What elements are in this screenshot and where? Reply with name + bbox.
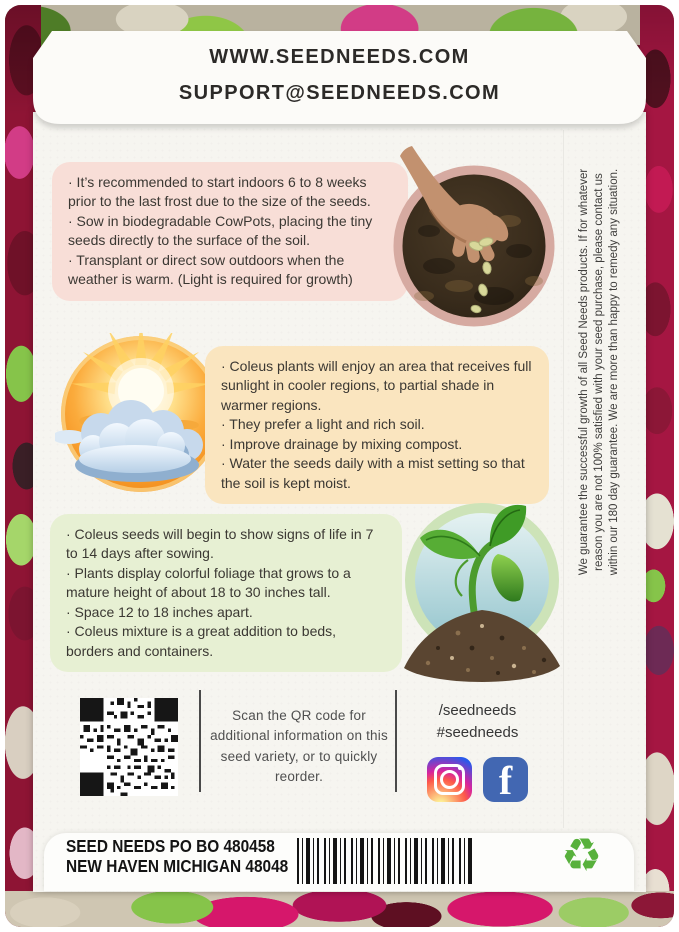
- bullet-item: · Improve drainage by mixing compost.: [221, 435, 463, 452]
- sowing-instructions-panel: [52, 162, 408, 301]
- border-bottom-art: [5, 891, 674, 927]
- bullet-item: · Coleus seeds will begin to show signs of life in 7 to 14 days after sowing.: [66, 526, 374, 562]
- guarantee-text: [577, 126, 625, 618]
- bullet-item: · Water the seeds daily with a mist setting so that the soil is kept moist.: [221, 455, 525, 491]
- bullet-item: · Coleus mixture is a great addition to beds, borders and containers.: [66, 623, 337, 659]
- social-hashtag: #seedneeds: [436, 723, 519, 741]
- address-line-2: NEW HAVEN MICHIGAN 48048: [66, 856, 289, 877]
- recycle-icon: ♻: [561, 828, 603, 882]
- divider-line: [395, 690, 397, 792]
- address-line-1: SEED NEEDS PO BO 480458: [66, 836, 275, 856]
- qr-code-icon: [80, 698, 178, 796]
- facebook-icon: [483, 757, 528, 802]
- bullet-item: · They prefer a light and rich soil.: [221, 416, 425, 433]
- guarantee-line: within our 180 day guarantee. We are more than happy to remedy any situation.: [608, 168, 621, 576]
- bullet-item: · Space 12 to 18 inches apart.: [66, 603, 253, 620]
- qr-caption: Scan the QR code for additional information on this seed variety, or to quickly reorder.: [210, 708, 388, 784]
- bullet-item: · Transplant or direct sow outdoors when the weather is warm. (Light is required for growth): [68, 251, 353, 288]
- bullet-item: · It’s recommended to start indoors 6 to 8 weeks prior to the last frost due to the size of the seeds.: [68, 174, 371, 210]
- bullet-item: · Plants display colorful foliage that grows to a mature height of about 18 to 30 inches tall.: [66, 564, 351, 601]
- barcode-icon: [297, 838, 474, 884]
- website-url: WWW.SEEDNEEDS.COM: [209, 46, 470, 68]
- social-handle: /seedneeds: [438, 702, 517, 719]
- instagram-icon: [427, 757, 472, 802]
- hand-planting-seeds-photo: [384, 146, 559, 328]
- divider-line: [199, 690, 201, 792]
- facebook-f-glyph: f: [498, 757, 513, 802]
- guarantee-line: We guarantee the successful growth of all Seed Needs products. If for whatever: [578, 168, 590, 576]
- seedling-sprout-illustration: [398, 498, 566, 684]
- guarantee-line: reason you are not 100% satisfied with your seed purchase, please contact us: [593, 173, 606, 571]
- bullet-item: · Coleus plants will enjoy an area that receives full sunlight in cooler regions, to partial shade in warmer regions.: [221, 358, 532, 413]
- light-water-panel: [205, 346, 549, 504]
- social-block: [400, 700, 555, 802]
- packet-fold-line: [563, 130, 564, 828]
- growth-info-panel: [50, 514, 402, 672]
- bullet-item: · Sow in biodegradable CowPots, placing the tiny seeds directly to the surface of the soil.: [68, 212, 373, 249]
- sun-and-clouds-illustration: [55, 333, 227, 498]
- return-address: [66, 836, 288, 877]
- support-email: SUPPORT@SEEDNEEDS.COM: [178, 82, 501, 104]
